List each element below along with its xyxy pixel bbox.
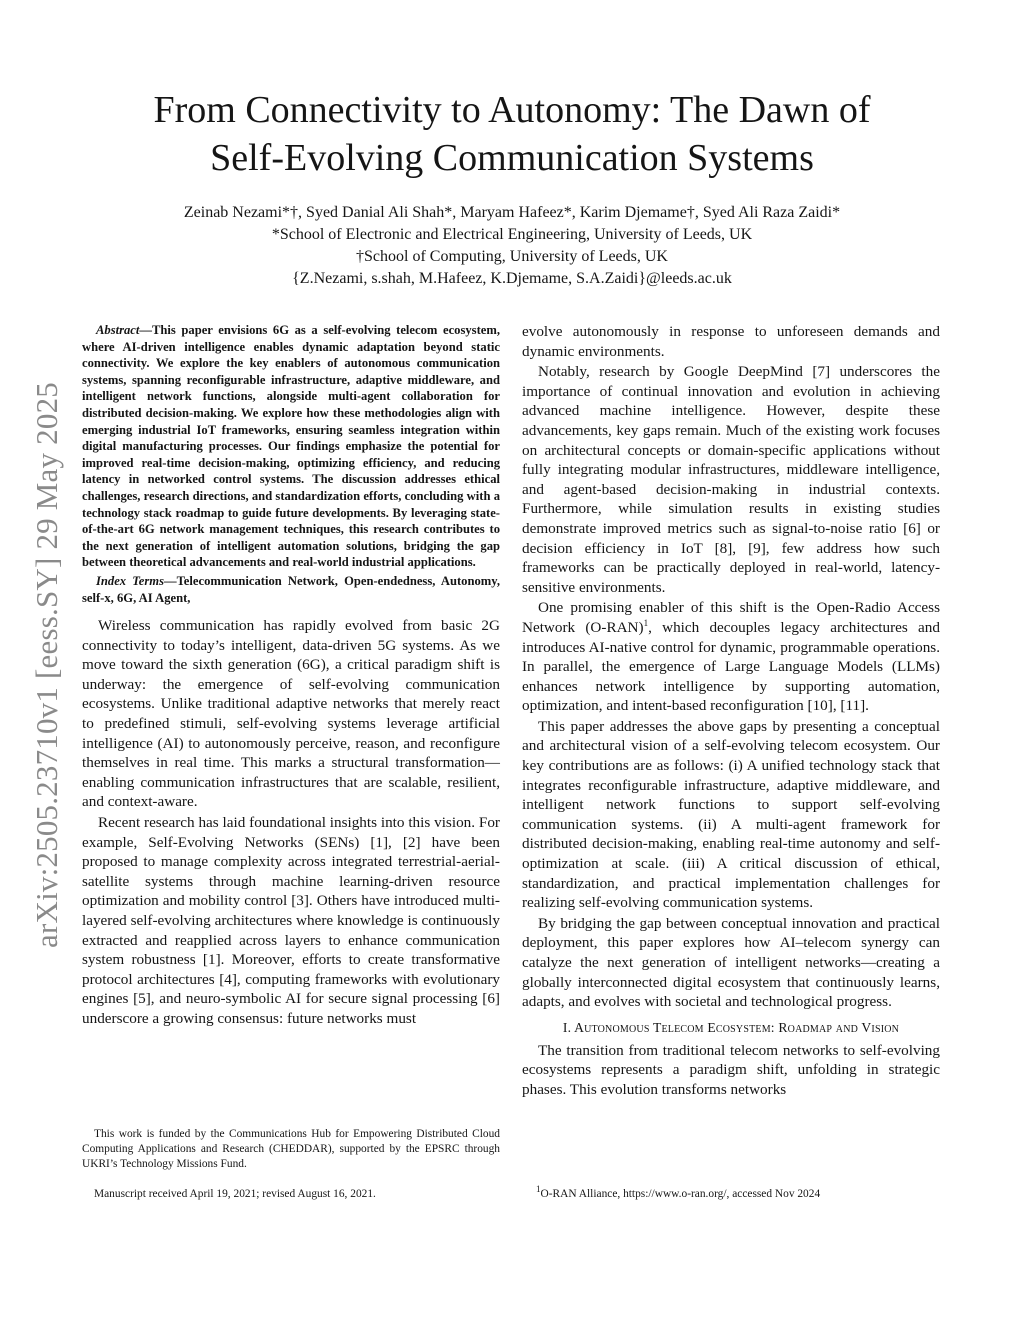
oran-text-after: , which decouples legacy architectures and introduces AI-native control for dynamic, programmable operations. In parallel, the emergence of Large Language Models (LLMs) enhances network intelligence by supporting automation, optimization, and intent-based reconfiguration [10], [11]. — [522, 618, 940, 715]
oran-footnote-mark: 1 — [536, 1184, 541, 1195]
affiliation-1: *School of Electronic and Electrical Engineering, University of Leeds, UK — [271, 226, 753, 243]
paper-title — [90, 86, 934, 182]
title-line-2: Self-Evolving Communication Systems — [210, 137, 814, 179]
right-column — [522, 322, 940, 1101]
index-terms — [82, 573, 500, 606]
right-paragraph-bridging: By bridging the gap between conceptual innovation and practical deployment, this paper explores how AI–telecom synergy can catalyze the next generation of intelligent networks—creating a globally interconnected digital ecosystem that continuously learns, adapts, and evolves with societal and technological progress. — [522, 914, 940, 1011]
abstract — [82, 322, 500, 571]
footnote-mark: 1 — [643, 617, 649, 628]
right-paragraph-contributions: This paper addresses the above gaps by presenting a conceptual and architectural vision of a self-evolving telecom ecosystem. Our key contributions are as follows: (i) A unified technology stack that integrates reconfigurable infrastructure, adaptive middleware, and intelligent network functions to support self-evolving communication systems. (ii) A multi-agent framework for distributed decision-making, enabling real-time autonomy and self-optimization at scale. (iii) A critical discussion of ethical, standardization, and practical implementation challenges for realizing self-evolving communication systems. — [522, 717, 940, 912]
oran-footnote — [522, 1184, 940, 1202]
arxiv-stamp: arXiv:2505.23710v1 [eess.SY] 29 May 2025 — [29, 382, 64, 948]
author-emails: {Z.Nezami, s.shah, M.Hafeez, K.Djemame, S.A.Zaidi}@leeds.ac.uk — [292, 270, 732, 287]
right-paragraph-oran — [522, 598, 940, 716]
right-paragraph-deepmind: Notably, research by Google DeepMind [7] underscores the importance of continual innovation and evolution in achieving advanced machine intelligence. However, despite these advancements, key gaps remain. Much of the existing work focuses on architectural concepts or domain-specific applications without fully integrating modular infrastructures, middleware intelligence, and agent-based decision-making in industrial contexts. Furthermore, while simulation results in existing studies demonstrate improved metrics such as signal-to-noise ratio [6] or decision efficiency in IoT [8], [9], few address how such frameworks can be practically deployed in real-world, latency-sensitive environments. — [522, 363, 940, 596]
oran-footnote-text: O-RAN Alliance, https://www.o-ran.org/, accessed Nov 2024 — [540, 1188, 821, 1200]
oran-text-before: One promising enabler of this shift is the Open-Radio Access Network (O-RAN) — [522, 599, 940, 636]
index-terms-text: —Telecommunication Network, Open-endedness, Autonomy, self-x, 6G, AI Agent, — [82, 573, 500, 605]
author-names: Zeinab Nezami*†, Syed Danial Ali Shah*, Maryam Hafeez*, Karim Djemame†, Syed Ali Raza Zaidi* — [183, 204, 841, 221]
right-paragraph-continuation: evolve autonomously in response to unforeseen demands and dynamic environments. — [522, 323, 940, 360]
manuscript-note: Manuscript received April 19, 2021; revised August 16, 2021. — [94, 1188, 376, 1200]
funding-footnote: This work is funded by the Communications Hub for Empowering Distributed Cloud Computing Applications and Research (CHEDDAR), supported by the EPSRC through UKRI’s Technology Missions Fund. — [82, 1128, 500, 1170]
abstract-text: —This paper envisions 6G as a self-evolving telecom ecosystem, where AI-driven intelligence enables dynamic adaptation beyond static connectivity. We explore the key enablers of autonomous communication systems, spanning reconfigurable infrastructure, adaptive middleware, and intelligent network functions, alongside multi-agent collaboration for distributed decision-making. We explore how these methodologies align with emerging industrial IoT frameworks, ensuring seamless integration within digital manufacturing processes. Our findings emphasize the potential for improved real-time decision-making, optimizing efficiency, and reducing latency in networked control systems. The discussion addresses ethical challenges, research directions, and standardization efforts, concluding with a technology stack roadmap to guide future developments. By leveraging state-of-the-art 6G network management techniques, this research contributes to the next generation of intelligent automation solutions, bridging the gap between theoretical advancements and real-world industrial applications. — [82, 323, 500, 570]
abstract-lead: Abstract — [96, 323, 140, 337]
section-heading: I. Autonomous Telecom Ecosystem: Roadmap and Vision — [562, 1019, 900, 1035]
intro-paragraph-2: Recent research has laid foundational insights into this vision. For example, Self-Evolving Networks (SENs) [1], [2] have been proposed to manage complexity across integrated terrestrial-aerial-satellite systems through machine learning-driven resource optimization and mobility control [3]. Others have introduced multi-layered self-evolving architectures where knowledge is continuously extracted and reapplied across layers to enhance communication system robustness [1]. Moreover, efforts to create transformative protocol architectures [4], computing frameworks with evolutionary engines [5], and neuro-symbolic AI for secure signal processing [6] underscore a growing consensus: future networks must — [82, 814, 500, 1027]
left-column — [82, 322, 500, 1030]
section-1-paragraph: The transition from traditional telecom networks to self-evolving ecosystems represents a paradigm shift, unfolding in strategic phases. This evolution transforms networks — [522, 1041, 940, 1098]
author-block — [60, 202, 964, 290]
intro-paragraph-1: Wireless communication has rapidly evolved from basic 2G connectivity to today’s intelligent, data-driven 5G systems. As we move toward the sixth generation (6G), a critical paradigm shift is underway: the emergence of self-evolving communication ecosystems. Unlike traditional adaptive networks that merely react to predefined stimuli, self-evolving systems leverage artificial intelligence (AI) to autonomously perceive, reason, and reconfigure themselves in real time. This marks a structural transformation—enabling communication infrastructures that are scalable, resilient, and context-aware. — [82, 617, 500, 811]
index-terms-lead: Index Terms — [96, 573, 164, 588]
title-line-1: From Connectivity to Autonomy: The Dawn of — [153, 89, 871, 131]
affiliation-2: †School of Computing, University of Leeds, UK — [356, 248, 668, 265]
